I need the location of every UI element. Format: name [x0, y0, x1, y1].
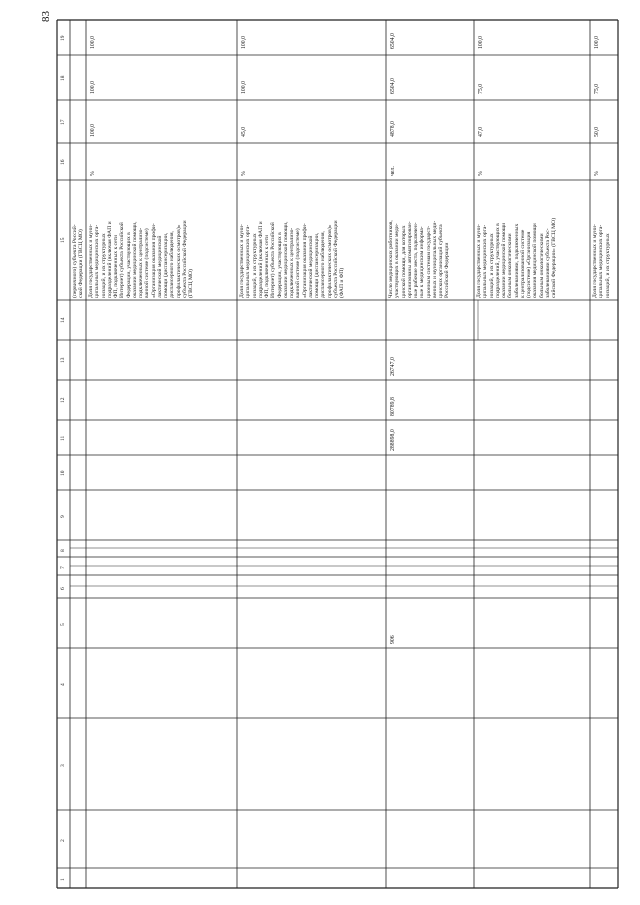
description-line: организованы автоматизирован-: [406, 221, 413, 298]
description-line: (подсистеме) «Организация: [526, 231, 532, 298]
description-line: диспансерного наблюдения,: [169, 231, 176, 298]
description-line: (ФАП и ФП): [339, 267, 345, 298]
description-line: оказания медицинской помощи: [532, 223, 539, 298]
description-line: ципальных медицинских орга-: [245, 224, 252, 298]
value-col-17: 4878,0: [390, 121, 396, 137]
column-header-8: 8: [60, 548, 66, 552]
value-col-17: 100,0: [90, 123, 96, 137]
value-col-19: 6504,0: [390, 33, 396, 49]
description-line: заболеваниями субъекта Рос-: [544, 228, 551, 298]
description-line: ФП, подключенных к сети: [264, 234, 270, 298]
description-line: «Организация оказания профи-: [150, 223, 157, 298]
description-line: субъекта Российской Федерации: [332, 220, 339, 298]
column-header-1: 1: [60, 878, 66, 881]
unit-cell: %: [478, 171, 484, 176]
description-line: низаций, и их структурных: [604, 233, 611, 298]
value-col-17: 47,0: [478, 126, 484, 137]
unit-cell: %: [90, 171, 96, 176]
value-col-18: 100,0: [241, 80, 247, 94]
column-header-19: 19: [60, 35, 66, 41]
description-line: Интернет) субъекта Российской: [270, 222, 277, 298]
description-line: подключенных к централизо-: [289, 227, 295, 298]
page-number: 83: [40, 11, 52, 22]
value-col-13: 26747,0: [390, 357, 396, 376]
column-header-10: 10: [60, 470, 66, 476]
description-line: ные к медицинским информа-: [419, 226, 426, 298]
description-line: ные рабочие места, подключен-: [413, 222, 419, 298]
value-col-18: 6504,0: [390, 78, 396, 94]
description-line: к централизованной системе: [519, 229, 526, 298]
description-line: (ГВСЦ МО): [188, 269, 194, 298]
row-description: [592, 182, 611, 298]
description-line: ФП, подключенных к сети: [113, 234, 119, 298]
description-line: ципальных медицинских орга-: [94, 224, 101, 298]
row-description: [72, 182, 85, 298]
column-header-9: 9: [60, 515, 66, 518]
description-line: цинских организаций субъекта: [438, 224, 444, 298]
column-header-16: 16: [60, 159, 66, 165]
description-line: Доля государственных и муни-: [239, 224, 245, 298]
unit-cell: чел.: [390, 166, 396, 176]
column-header-14: 14: [60, 317, 66, 323]
description-line: ванной системе (подсистеме): [295, 228, 302, 298]
description-line: больным онкологическими: [507, 233, 514, 298]
unit-cell: %: [241, 171, 247, 176]
description-line: (первичного) субъекта Россий-: [72, 224, 78, 298]
description-line: подразделений (включая ФАП и: [106, 221, 113, 298]
description-line: ципальных медицинских орга-: [482, 224, 489, 298]
column-header-7: 7: [60, 566, 66, 569]
value-col-11: 288898,0: [390, 429, 396, 451]
description-line: диспансерного наблюдения,: [320, 231, 327, 298]
description-line: профилактических осмотров)»: [326, 224, 333, 298]
description-line: участвующих в оказании меди-: [394, 223, 401, 298]
row-description: [388, 182, 451, 298]
column-header-13: 13: [60, 357, 66, 363]
column-header-4: 4: [60, 683, 66, 686]
value-col-12: 80789,8: [390, 397, 396, 416]
description-line: помощи (диспансеризации,: [314, 232, 320, 298]
description-line: подразделений (включая ФАП и: [257, 221, 264, 298]
column-header-17: 17: [60, 119, 66, 125]
description-line: подключенных к централизо-: [138, 227, 144, 298]
description-line: низаций, и их структурных: [251, 233, 258, 298]
description-line: ванной системе (подсистеме): [144, 228, 151, 298]
value-col-19: 100,0: [241, 35, 247, 49]
row-description: [88, 182, 194, 298]
column-header-18: 18: [60, 75, 66, 81]
column-header-2: 2: [60, 839, 66, 842]
description-line: Доля государственных и муни-: [476, 224, 482, 298]
description-line: ципальных медицинских орга-: [598, 224, 605, 298]
description-line: цинской помощи, для которых: [400, 225, 407, 298]
row-description: [476, 182, 557, 298]
column-header-3: 3: [60, 764, 66, 767]
description-line: Доля государственных и муни-: [592, 224, 598, 298]
description-line: низаций, и их структурных: [100, 233, 107, 298]
value-col-5: 906: [390, 635, 396, 644]
description-line: профилактических осмотров)»: [175, 224, 182, 298]
description-line: Интернет) субъекта Российской: [119, 222, 126, 298]
description-line: оказании медицинской помощи: [501, 222, 507, 298]
description-line: заболеваниями, подключенных: [513, 223, 520, 298]
value-col-17: 45,0: [241, 126, 247, 137]
description-line: ционным системам государст-: [425, 225, 432, 298]
description-line: Доля государственных и муни-: [88, 224, 94, 298]
value-col-19: 100,0: [594, 35, 600, 49]
description-line: оказании медицинской помощи,: [282, 221, 289, 298]
description-line: больным онкологическими: [538, 233, 545, 298]
value-col-18: 75,0: [478, 83, 484, 94]
column-header-12: 12: [60, 397, 66, 403]
value-col-18: 75,0: [594, 83, 600, 94]
description-line: сийской Федерации» (ГВСЦ МО): [551, 217, 557, 298]
description-line: Федерации, участвующих в: [276, 232, 283, 298]
column-header-15: 15: [60, 237, 66, 243]
column-header-5: 5: [60, 623, 66, 626]
description-line: лактической медицинской: [307, 235, 314, 298]
description-line: помощи (диспансеризации,: [163, 232, 169, 298]
description-line: венных и муниципальных меди-: [431, 220, 438, 298]
description-line: ской Федерации (ГВСЦ МО): [78, 229, 85, 298]
description-line: Российской Федерации: [444, 242, 451, 298]
description-line: подразделений, участвующих в: [494, 223, 501, 298]
value-col-19: 100,0: [478, 35, 484, 49]
unit-cell: %: [594, 171, 600, 176]
description-line: низаций, и их структурных: [488, 233, 495, 298]
description-line: Число медицинских работников,: [388, 220, 394, 298]
value-col-19: 100,0: [90, 35, 96, 49]
value-col-18: 100,0: [90, 80, 96, 94]
value-col-17: 50,0: [594, 126, 600, 137]
column-header-6: 6: [60, 586, 66, 590]
row-description: [239, 182, 345, 298]
description-line: «Организация оказания профи-: [301, 223, 308, 298]
column-header-11: 11: [60, 435, 66, 441]
description-line: лактической медицинской: [156, 235, 163, 298]
description-line: Федерации, участвующих в: [125, 232, 132, 298]
description-line: субъекта Российской Федерации: [181, 220, 188, 298]
description-line: оказании медицинской помощи,: [131, 221, 138, 298]
